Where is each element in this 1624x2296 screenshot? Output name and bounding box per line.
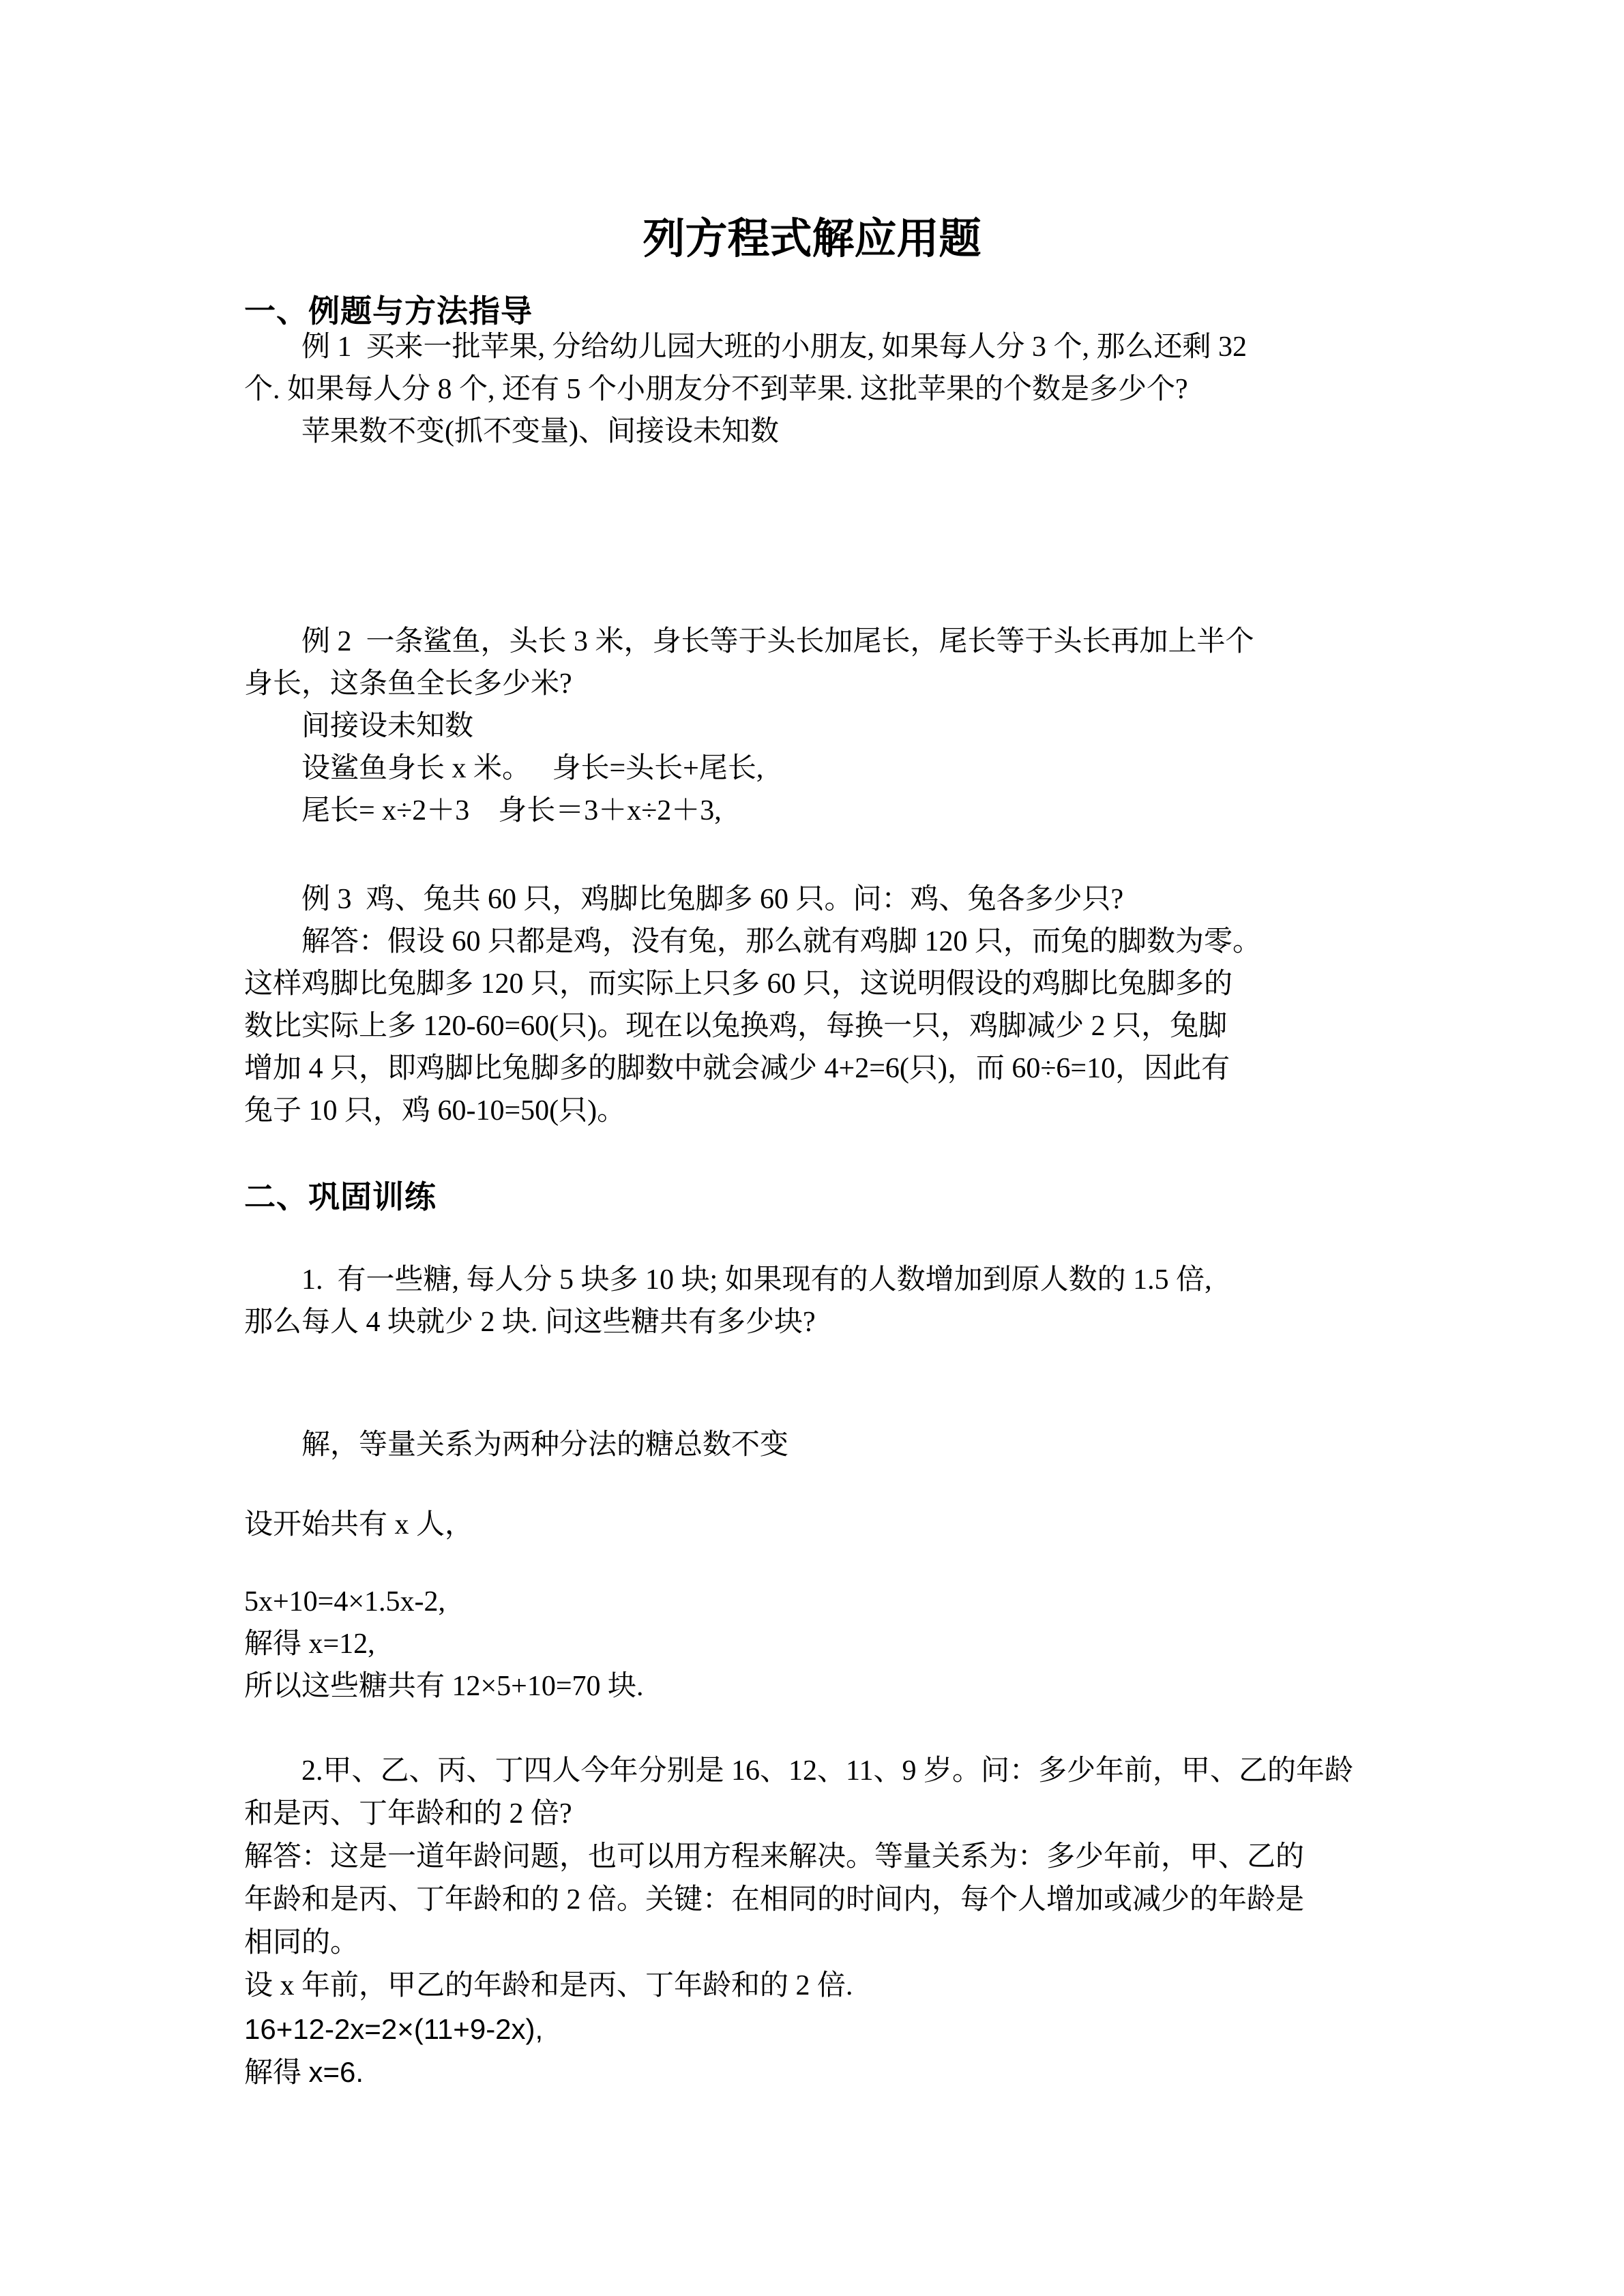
problem1-setup-line: 设开始共有 x 人， <box>244 1509 474 1540</box>
example3-solution-line: 数比实际上多 120-60=60(只)。现在以兔换鸡，每换一只，鸡脚减少 2 只，兔脚 <box>244 1011 1228 1042</box>
example3-solution-line: 兔子 10 只，鸡 60-10=50(只)。 <box>244 1095 626 1127</box>
problem1-line: 1. 有一些糖, 每人分 5 块多 10 块; 如果现有的人数增加到原人数的 1.5 倍, <box>301 1264 1212 1296</box>
problem1-line: 那么每人 4 块就少 2 块. 问这些糖共有多少块? <box>244 1307 816 1338</box>
problem2-paragraph <box>244 1750 1353 2095</box>
example1-line: 例 1 买来一批苹果, 分给幼儿园大班的小朋友, 如果每人分 3 个, 那么还剩 32 <box>301 331 1247 363</box>
section2-heading: 二、巩固训练 <box>244 1180 437 1214</box>
example3-line: 例 3 鸡、兔共 60 只，鸡脚比兔脚多 60 只。问：鸡、兔各多少只? <box>301 884 1124 915</box>
solve-label: 解得 <box>244 2057 309 2089</box>
section1-heading: 一、例题与方法指导 <box>244 294 533 329</box>
example2-note: 间接设未知数 <box>301 711 474 742</box>
example2-paragraph <box>244 621 1254 832</box>
example2-equation: 尾长= x÷2＋3 身长＝3＋x÷2＋3, <box>301 795 722 826</box>
problem2-solution-line: 解答：这是一道年龄问题，也可以用方程来解决。等量关系为：多少年前，甲、乙的 <box>244 1841 1305 1873</box>
problem1-solution-note <box>244 1424 788 1466</box>
problem1-note-line: 解，等量关系为两种分法的糖总数不变 <box>301 1429 789 1461</box>
example1-line: 个. 如果每人分 8 个, 还有 5 个小朋友分不到苹果. 这批苹果的个数是多少个? <box>244 374 1188 405</box>
problem1-equations <box>244 1581 644 1708</box>
problem2-line: 和是丙、丁年龄和的 2 倍? <box>244 1798 572 1830</box>
problem1-setup <box>244 1504 473 1546</box>
problem1-paragraph <box>244 1259 1212 1343</box>
example3-solution-line: 这样鸡脚比兔脚多 120 只，而实际上只多 60 只，这说明假设的鸡脚比兔脚多的 <box>244 968 1233 1000</box>
example2-setup: 设鲨鱼身长 x 米。 身长=头长+尾长, <box>301 753 764 784</box>
example1-paragraph <box>244 326 1247 453</box>
example3-solution-line: 解答：假设 60 只都是鸡，没有兔，那么就有鸡脚 120 只，而兔的脚数为零。 <box>301 926 1262 957</box>
problem1-equation-line: 所以这些糖共有 12×5+10=70 块. <box>244 1671 644 1702</box>
example3-paragraph <box>244 878 1261 1132</box>
problem1-equation-line: 解得 x=12, <box>244 1628 375 1660</box>
example3-solution-line: 增加 4 只，即鸡脚比兔脚多的脚数中就会减少 4+2=6(只)，而 60÷6=10，因此有 <box>244 1053 1230 1084</box>
problem2-result-line <box>244 2051 1353 2095</box>
problem2-equation-line: 16+12-2x=2×(11+9-2x), <box>244 2013 544 2045</box>
example2-line: 例 2 一条鲨鱼，头长 3 米，身长等于头长加尾长，尾长等于头长再加上半个 <box>301 626 1254 657</box>
problem2-solution-line: 相同的。 <box>244 1927 359 1958</box>
problem1-equation-line: 5x+10=4×1.5x-2, <box>244 1586 446 1617</box>
problem2-solution-line: 年龄和是丙、丁年龄和的 2 倍。关键：在相同的时间内，每个人增加或减少的年龄是 <box>244 1884 1305 1915</box>
solve-value: x=6. <box>308 2056 364 2088</box>
example1-note: 苹果数不变(抓不变量)、间接设未知数 <box>301 416 779 447</box>
problem2-setup-line: 设 x 年前，甲乙的年龄和是丙、丁年龄和的 2 倍. <box>244 1970 853 2001</box>
problem2-line: 2.甲、乙、丙、丁四人今年分别是 16、12、11、9 岁。问：多少年前，甲、乙的年龄 <box>301 1755 1353 1787</box>
document-title: 列方程式解应用题 <box>643 215 981 263</box>
example2-line: 身长，这条鱼全长多少米? <box>244 668 572 700</box>
